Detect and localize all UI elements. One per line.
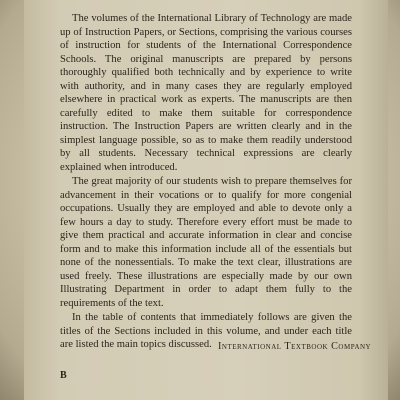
page-mark: B	[60, 370, 67, 381]
paragraph-3: In the table of contents that immediately follows are given the titles of the Sections included in this volume, and under each title are listed the main topics discussed.	[60, 312, 352, 351]
publisher-signature: International Textbook Company	[218, 341, 372, 352]
body-text	[60, 12, 352, 352]
paragraph-1: The volumes of the International Library of Technology are made up of Instruction Papers, or Sections, comprising the various courses of instruction for students of the International Correspondence Schools. The original manuscripts are prepared by persons thoroughly qualified both technically and by experience to write with authority, and in many cases they are regularly employed elsewhere in practical work as experts. The manuscripts are then carefully edited to make them suitable for correspondence instruction. The Instruction Papers are written clearly and in the simplest language possible, so as to make them readily understood by all students. Necessary technical expressions are clearly explained when introduced.	[60, 13, 352, 174]
paragraph-2: The great majority of our students wish to prepare themselves for advancement in their vocations or to qualify for more congenial occupations. Usually they are employed and able to devote only a few hours a day to study. Therefore every effort must be made to give them practical and accurate information in clear and concise form and to make this information include all of the essentials but none of the nonessentials. To make the text clear, illustrations are used freely. These illustrations are especially made by our own Illustrating Department in order to adapt them fully to the requirements of the text.	[60, 176, 352, 309]
